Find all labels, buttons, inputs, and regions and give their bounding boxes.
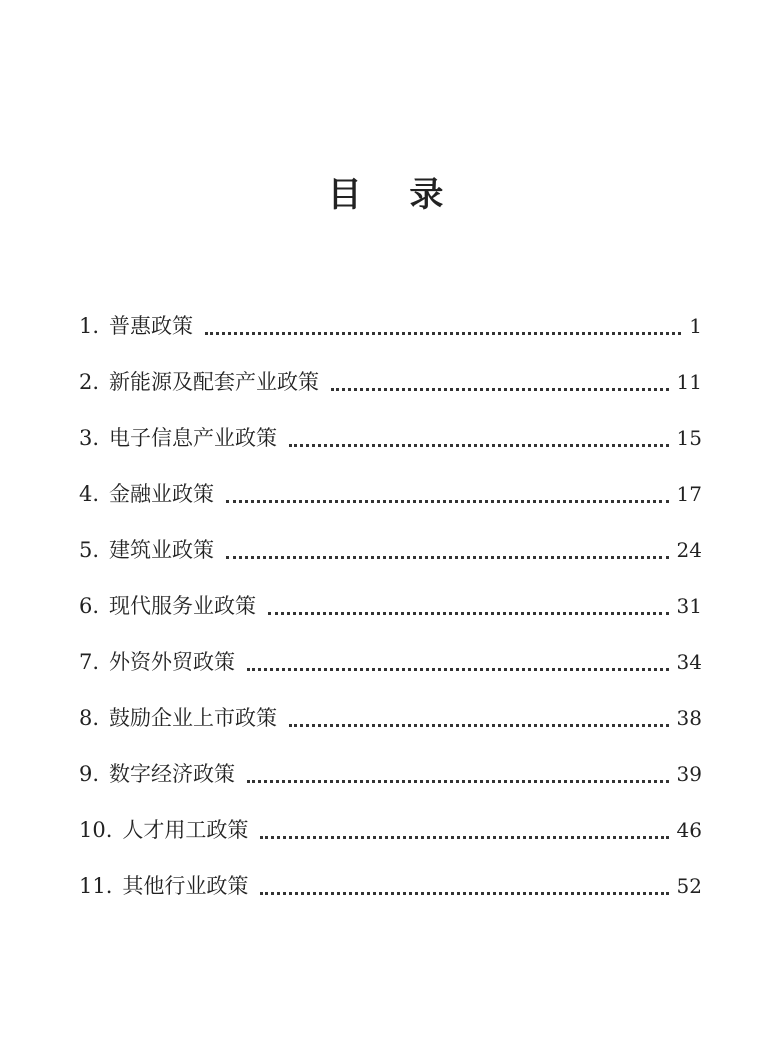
toc-entry-label: 其他行业政策 [122, 874, 249, 898]
toc-entry-number: 4. [79, 482, 100, 506]
dot-leader [331, 387, 669, 391]
toc-entry-page: 34 [676, 650, 702, 674]
toc-list [79, 290, 702, 906]
toc-entry-number: 1. [79, 314, 100, 338]
toc-entry-label: 电子信息产业政策 [109, 426, 278, 450]
toc-entry-label: 数字经济政策 [109, 762, 236, 786]
toc-entry-number: 3. [79, 426, 100, 450]
toc-entry[interactable] [79, 794, 702, 850]
toc-entry-label: 建筑业政策 [109, 538, 215, 562]
toc-entry[interactable] [79, 738, 702, 794]
toc-entry-page: 11 [676, 370, 702, 394]
dot-leader [226, 555, 669, 559]
toc-entry-number: 10. [79, 818, 113, 842]
toc-entry-label: 外资外贸政策 [109, 650, 236, 674]
dot-leader [247, 779, 669, 783]
toc-entry-number: 11. [79, 874, 113, 898]
toc-entry-label: 金融业政策 [109, 482, 215, 506]
toc-entry-number: 8. [79, 706, 100, 730]
toc-entry[interactable] [79, 850, 702, 906]
toc-entry-label: 普惠政策 [109, 314, 194, 338]
dot-leader [205, 331, 681, 335]
dot-leader [226, 499, 669, 503]
toc-entry-label: 现代服务业政策 [109, 594, 257, 618]
toc-entry[interactable] [79, 290, 702, 346]
toc-entry-page: 1 [689, 314, 702, 338]
toc-entry-label: 新能源及配套产业政策 [109, 370, 320, 394]
toc-entry-page: 38 [676, 706, 702, 730]
toc-entry[interactable] [79, 458, 702, 514]
dot-leader [268, 611, 669, 615]
toc-entry[interactable] [79, 570, 702, 626]
toc-entry-number: 9. [79, 762, 100, 786]
dot-leader [260, 835, 668, 839]
toc-entry-label: 鼓励企业上市政策 [109, 706, 278, 730]
toc-entry-page: 52 [676, 874, 702, 898]
toc-entry-page: 39 [676, 762, 702, 786]
toc-entry-number: 5. [79, 538, 100, 562]
dot-leader [247, 667, 669, 671]
toc-entry[interactable] [79, 402, 702, 458]
toc-entry-page: 46 [676, 818, 702, 842]
toc-entry-page: 15 [676, 426, 702, 450]
toc-entry[interactable] [79, 514, 702, 570]
dot-leader [289, 443, 669, 447]
toc-entry-number: 6. [79, 594, 100, 618]
toc-title: 目 录 [327, 175, 462, 215]
toc-entry[interactable] [79, 682, 702, 738]
toc-entry[interactable] [79, 626, 702, 682]
toc-entry-number: 2. [79, 370, 100, 394]
toc-entry-page: 31 [676, 594, 702, 618]
toc-entry[interactable] [79, 346, 702, 402]
dot-leader [260, 891, 668, 895]
toc-entry-label: 人才用工政策 [122, 818, 249, 842]
dot-leader [289, 723, 669, 727]
toc-entry-page: 24 [676, 538, 702, 562]
toc-entry-number: 7. [79, 650, 100, 674]
toc-entry-page: 17 [676, 482, 702, 506]
